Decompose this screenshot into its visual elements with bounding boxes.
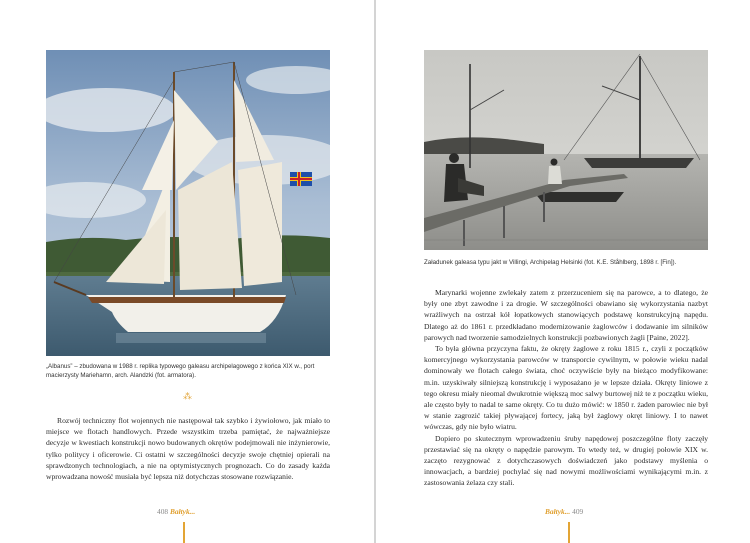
left-folio — [157, 507, 195, 516]
right-folio — [545, 507, 583, 516]
section-ornament: ⁂ — [183, 392, 193, 402]
running-title: Bałtyk... — [169, 507, 196, 516]
left-body-text — [46, 415, 330, 482]
running-title: Bałtyk... — [545, 507, 571, 516]
page-number: 408 — [157, 507, 169, 516]
paragraph: To była główna przyczyna faktu, że okręty żaglowe z roku 1815 r., czyli z początków komercyjnego wykorzystania parowców w transporcie cywilnym, w połowie wieku nadal dominowały we flotach całego świata, choć oczywiście były na bieżąco modyfikowane: m.in. uzyskiwały silniejszą konstrukcję i wyposażano je w lepsze działa. Okręty liniowe z tego okresu miały nieomal dwukrotnie większą moc salwy burtowej niż te z początku wieku, ale często były to nadal te same okręty. Co tu dużo mówić: w 1850 r. żaden parowiec nie był w stanie zagrozić takiej pływającej fortecy, jaką był żaglowy okręt liniowy. I to nawet wówczas, gdy nie było wiatru. — [424, 344, 708, 432]
galeas-loading-photo — [424, 50, 708, 250]
paragraph: Dopiero po skutecznym wprowadzeniu śruby napędowej poszczególne floty zaczęły przestawiać się na okręty o napędzie parowym. To wtedy też, w drugiej połowie XIX w. zaczęto rezygnować z dotychczasowych doświadczeń jako podstawy myślenia o innowacjach, a bardziej pochylać się nad nowymi możliwościami wynikającymi m.in. z zastosowania żelaza czy stali. — [424, 433, 708, 488]
right-body-text — [424, 287, 708, 489]
footer-accent-rule — [183, 522, 185, 543]
paragraph: Marynarki wojenne zwlekały zatem z przerzuceniem się na parowce, a to dlatego, że były one zbyt zawodne i za drogie. W szczególności obawiano się wykorzystania nazbyt wrażliwych na ostrzał kół łopatkowych stanowiących podstawę konstrukcyjną napędu. Dlatego aż do 1861 r. przedkładano modernizowanie żaglowców i dodawanie im silników parowych nad tworzenie samodzielnych konstrukcji pozbawionych żagli [Paine, 2022]. — [424, 288, 708, 342]
page-number: 409 — [572, 507, 584, 516]
albanus-ship-photo — [46, 50, 330, 356]
footer-accent-rule — [568, 522, 570, 543]
left-photo-caption: „Albanus” – zbudowana w 1988 r. replika typowego galeasu archipelagowego z końca XIX w., port macierzysty Mariehamn, arch. Alandzki (fot. armatora). — [46, 363, 315, 379]
paragraph: Rozwój techniczny flot wojennych nie następował tak szybko i żywiołowo, jak miało to miejsce we flotach handlowych. Przede wszystkim trzeba pamiętać, że najważniejsze decyzje w kwestiach konstrukcji nowo budowanych okrętów podejmowali nie inżynierowie, tylko politycy i oficerowie. Ci ostatni w szczególności decyzje swoje chętniej opierali na sprawdzonych technologiach, a nie na optymistycznych prognozach. Co do zasady każda wprowadzana nowość musiała być lepsza niż dotychczas stosowane rozwiązanie. — [46, 416, 330, 482]
right-photo-caption: Załadunek galeasa typu jakt w Villingi, Archipelag Helsinki (fot. K.E. Ståhlberg, 1898 r. [Fin]). — [424, 259, 677, 266]
